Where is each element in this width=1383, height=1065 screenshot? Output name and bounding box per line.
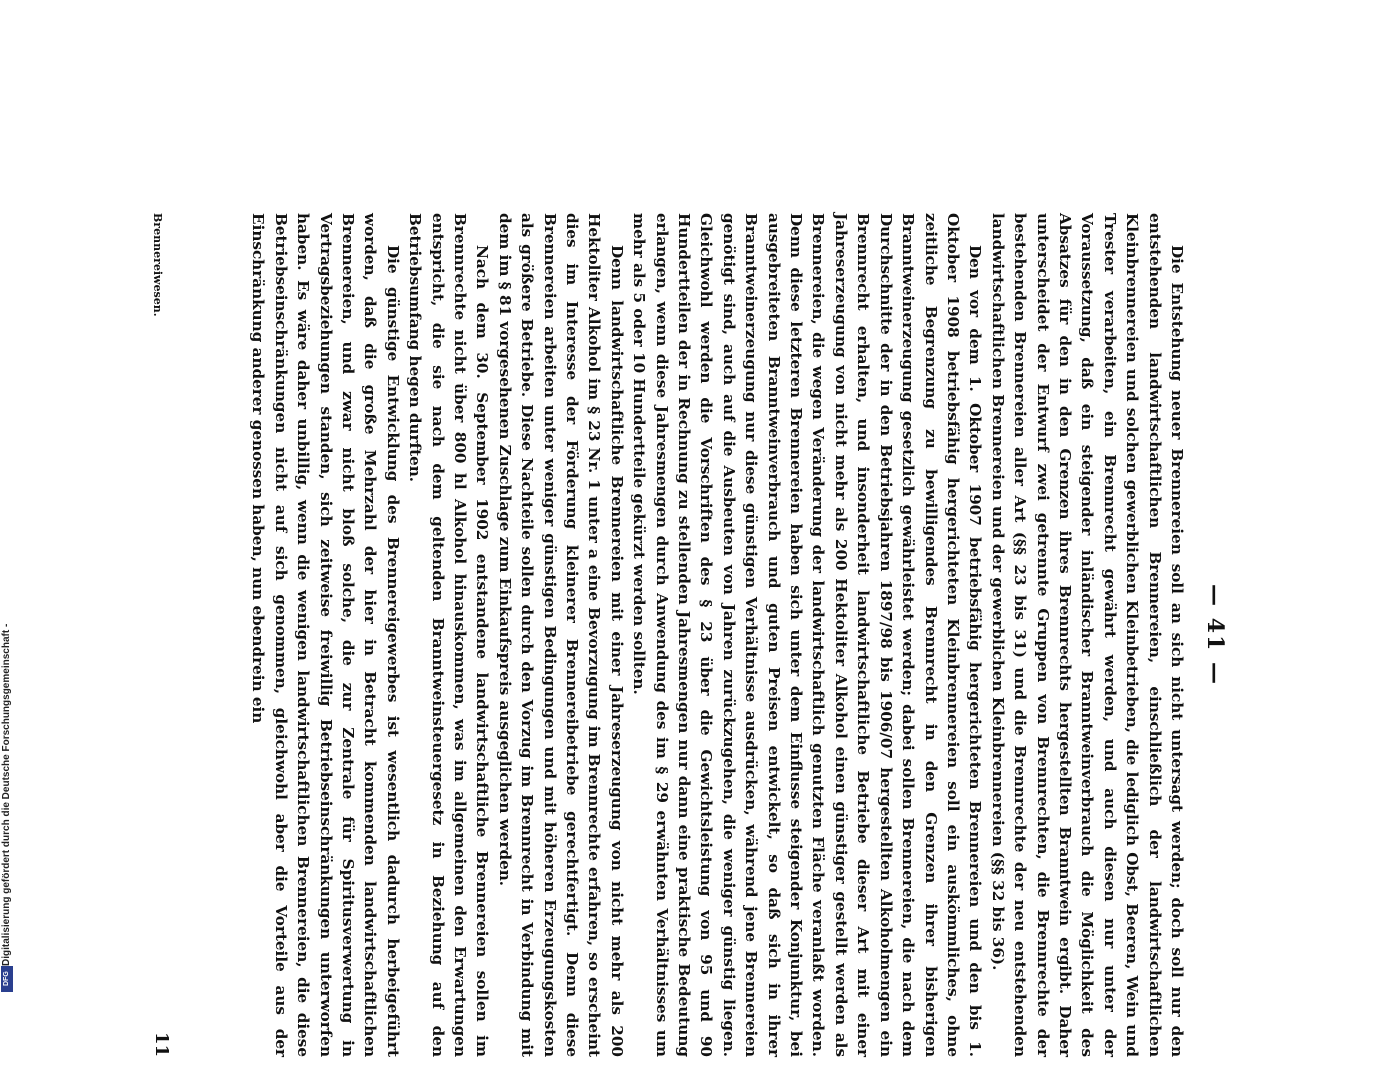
paragraph: Nach dem 30. September 1902 entstandene landwirtschaftliche Brennereien sollen im Brennrechte nicht über 800 hl Alkohol hinauskommen, was im allgemeinen den Erwartungen entspricht, die sie nach dem geltenden Branntweinsteuergesetz in Beziehung auf den Betriebsumfang hegen durften. bbox=[406, 213, 492, 1057]
paragraph: Die günstige Entwicklung des Brennereigewerbes ist wesentlich dadurch herbeigeführt worden, daß die große Mehrzahl der hier in Betracht kommenden landwirtschaftlichen Brennereien, und zwar nicht bloß solche, die zur Zentrale für Spiritusverwertung in Vertragsbeziehungen standen, sich zeitweise freiwillig Betriebseinschränkungen unterworfen haben. Es wäre daher unbillig, wenn die wenigen landwirtschaftlichen Brennereien, die diese Betriebseinschränkungen nicht auf sich genommen, gleichwohl aber die Vorteile aus der Einschränkung anderer genossen haben, nun ebendrein ein bbox=[249, 213, 402, 1057]
paragraph: Den vor dem 1. Oktober 1907 betriebsfähig hergerichteten Brennereien und den bis 1. Oktober 1908 betriebsfähig hergerichteten Kleinbrennereien soll ein auskömmliches, ohne zeitliche Begrenzung zu bewilligendes Brennrecht in den Grenzen ihrer bisherigen Branntweinerzeugung gesetzlich gewährleistet werden; dabei sollen Brennereien, die nach dem Durchschnitte der in den Betriebsjahren 1897/98 bis 1906/07 hergestellten Alkoholmengen ein Brennrecht erhalten, und insonderheit landwirtschaftliche Betriebe dieser Art mit einer Jahreserzeugung von nicht mehr als 200 Hektoliter Alkohol einen günstiger gestellt werden als Brennereien, die wegen Veränderung der landwirtschaftlich genutzten Fläche veranlaßt worden. Denn diese letzteren Brennereien haben sich unter dem Einflusse steigender Konjunktur, bei ausgebreiteten Branntweinverbrauch und guten Preisen entwickelt, so daß sich in ihrer Branntweinerzeugung nur diese günstigen Verhältnisse ausdrücken, während jene Brennereien genötigt sind, auch auf die Ausbeuten von Jahren zurückzugehen, die weniger günstig liegen. Gleichwohl werden die Vorschriften des § 23 über die Gewichtsleistung von 95 und 90 Hundertteilen der in Rechnung zu stellenden Jahresmengen nur dann eine praktische Bedeutung erlangen, wenn diese Jahresmengen durch Anwendung des im § 29 erwähnten Verhältnisses um mehr als 5 oder 10 Hundertteile gekürzt werden sollten. bbox=[630, 213, 985, 1057]
page-number: — 41 — bbox=[1202, 584, 1228, 686]
sheet-number: 11 bbox=[151, 1031, 172, 1057]
paragraph: Die Entstehung neuer Brennereien soll an sich nicht untersagt werden; doch soll nur den entstehenden landwirtschaftlichen Brennereien, einschließlich der landwirtschaftlichen Kleinbrennereien und solchen gewerblichen Kleinbetrieben, die lediglich Obst, Beeren, Wein und Trester verarbeiten, ein Brennrecht gewährt werden, und auch diesen nur unter der Voraussetzung, daß ein steigender inländischer Branntweinverbrauch die Möglichkeit des Absatzes für den in den Grenzen ihres Brennrechts hergestellten Branntwein ergibt. Daher unterscheidet der Entwurf zwei getrennte Gruppen von Brennrechten, die Brennrechte der bestehenden Brennereien aller Art (§§ 23 bis 31) und die Brennrechte der neu entstehenden landwirtschaftlichen Brennereien und der gewerblichen Kleinbrennereien (§§ 32 bis 36). bbox=[988, 213, 1186, 1057]
paragraph: Denn landwirtschaftliche Brennereien mit einer Jahreserzeugung von nicht mehr als 200 Hektoliter Alkohol im § 23 Nr. 1 unter a eine Bevorzugung im Brennrechte erfahren, so erscheint dies im Interesse der Förderung kleinerer Brennereibetriebe gerechtfertigt. Denn diese Brennereien arbeiten unter weniger günstigen Bedingungen und mit höheren Erzeugungskosten als größere Betriebe. Diese Nachteile sollen durch den Vorzug im Brennrecht in Verbindung mit dem im § 81 vorgesehenen Zuschlage zum Einkaufspreis ausgeglichen werden. bbox=[495, 213, 626, 1057]
scanned-page bbox=[143, 205, 1228, 1065]
digitization-credit bbox=[0, 0, 14, 1000]
page-footer bbox=[151, 213, 181, 1057]
footer-signature: Brennereiwesen. bbox=[151, 213, 164, 317]
credit-text: Digitalisierung gefördert durch die Deutsche Forschungsgemeinschaft - bbox=[1, 623, 12, 966]
page-body bbox=[247, 213, 1188, 1057]
dfg-logo-icon: DFG bbox=[1, 966, 13, 992]
